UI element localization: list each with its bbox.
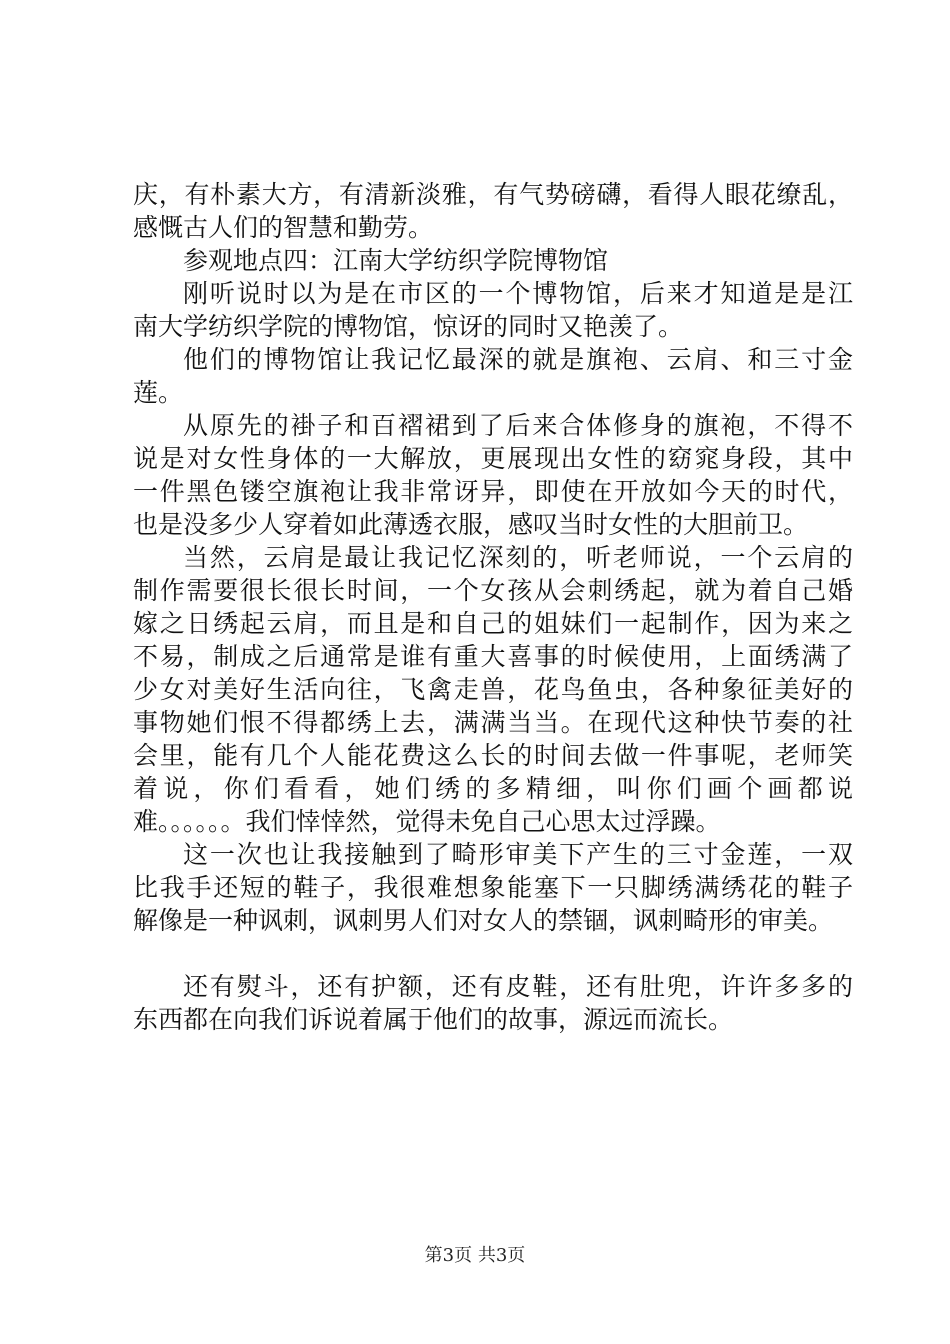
- text-line: 感慨古人们的智慧和勤劳。: [133, 213, 434, 242]
- text-line: 从原先的褂子和百褶裙到了后来合体修身的旗袍，不得不: [183, 411, 853, 440]
- text-line: 嫁之日绣起云肩，而且是和自己的姐妹们一起制作，因为来之: [133, 609, 853, 638]
- text-line: 东西都在向我们诉说着属于他们的故事，源远而流长。: [133, 1005, 734, 1034]
- text-line: 会里，能有几个人能花费这么长的时间去做一件事呢，老师笑: [133, 741, 853, 770]
- text-line: 莲。: [133, 378, 184, 407]
- text-line: 少女对美好生活向往，飞禽走兽，花鸟鱼虫，各种象征美好的: [133, 675, 853, 704]
- section-heading: 参观地点四：江南大学纺织学院博物馆: [183, 246, 609, 275]
- text-line: 一件黑色镂空旗袍让我非常讶异，即使在开放如今天的时代，: [133, 477, 853, 506]
- text-line: 也是没多少人穿着如此薄透衣服，感叹当时女性的大胆前卫。: [133, 510, 809, 539]
- text-line: 比我手还短的鞋子，我很难想象能塞下一只脚绣满绣花的鞋子: [133, 873, 853, 902]
- text-line: 说是对女性身体的一大解放，更展现出女性的窈窕身段，其中: [133, 444, 853, 473]
- text-line: 难。。。。。。我们悻悻然，觉得未免自己心思太过浮躁。: [133, 807, 721, 836]
- text-line: 庆，有朴素大方，有清新淡雅，有气势磅礴，看得人眼花缭乱，: [133, 180, 853, 209]
- text-line: 刚听说时以为是在市区的一个博物馆，后来才知道是是江: [183, 279, 853, 308]
- text-line: 不易，制成之后通常是谁有重大喜事的时候使用，上面绣满了: [133, 642, 853, 671]
- text-line: 南大学纺织学院的博物馆，惊讶的同时又艳羡了。: [133, 312, 684, 341]
- page-footer: 第3页 共3页: [424, 1245, 526, 1266]
- text-line: 这一次也让我接触到了畸形审美下产生的三寸金莲，一双: [183, 840, 853, 869]
- text-line: 还有熨斗，还有护额，还有皮鞋，还有肚兜，许许多多的: [183, 972, 853, 1001]
- text-line: 制作需要很长很长时间，一个女孩从会刺绣起，就为着自己婚: [133, 576, 853, 605]
- text-line: 事物她们恨不得都绣上去，满满当当。在现代这种快节奏的社: [133, 708, 853, 737]
- text-line: 着说，你们看看，她们绣的多精细，叫你们画个画都说: [133, 774, 853, 803]
- text-line: 解像是一种讽刺，讽刺男人们对女人的禁锢，讽刺畸形的审美。: [133, 906, 834, 935]
- text-line: 当然，云肩是最让我记忆深刻的，听老师说，一个云肩的: [183, 543, 853, 572]
- text-line: 他们的博物馆让我记忆最深的就是旗袍、云肩、和三寸金: [183, 345, 853, 374]
